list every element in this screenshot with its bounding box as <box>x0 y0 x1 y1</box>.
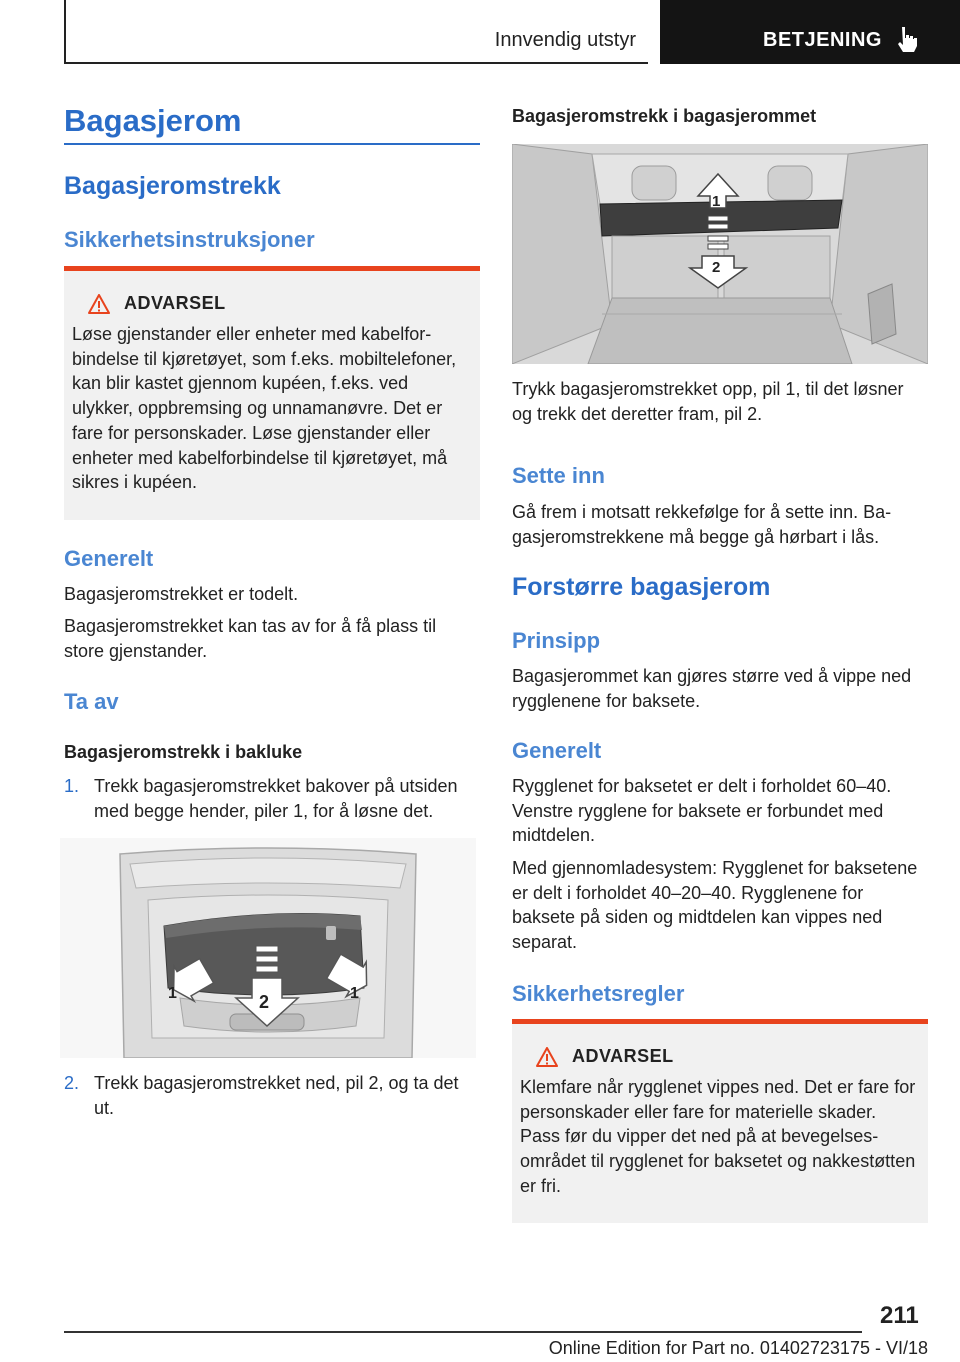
subheading-cargo-cover: Bagasjeromstrekk i bagasjerommet <box>512 106 817 126</box>
warning-label: ADVARSEL <box>572 1046 674 1066</box>
paragraph-general-1: Bagasjeromstrekket er todelt. <box>64 584 299 604</box>
section-heading-principle: Prinsipp <box>512 628 601 653</box>
section-heading-safety-rules: Sikkerhetsregler <box>512 981 685 1006</box>
header-chapter-title: BETJENING <box>763 29 882 51</box>
footer-divider <box>64 1331 862 1333</box>
header-section-box <box>64 0 648 64</box>
arrow-label-2: 2 <box>259 992 270 1012</box>
footer-edition: Online Edition for Part no. 01402723175 - VI/18 <box>548 1338 928 1358</box>
warning-text: Klemfare når rygglenet vippes ned. Det er fare for personskader eller fare for materielle skader. Pass før du vipper det ned på at bevegelsesområdet til rygglenet for baksetet og nakkestøtten er fri. <box>520 1077 916 1196</box>
paragraph-general-right-2: Med gjennomladesystem: Rygglenet for baksetene er delt i forholdet 40–20–40. Rygglenene for baksete på siden og midtdelen kan vippes ned separat. <box>512 858 918 952</box>
list-number: 1. <box>64 776 80 796</box>
list-text: Trekk bagasjeromstrekket bakover på utsiden med begge hender, piler 1, for å løsne det. <box>94 776 458 821</box>
warning-label: ADVARSEL <box>124 293 226 313</box>
warning-triangle-icon <box>88 294 110 314</box>
warning-box <box>512 1019 928 1223</box>
section-heading-general: Generelt <box>64 546 154 571</box>
paragraph-cargo-instruction: Trykk bagasjeromstrekket opp, pil 1, til det løsner og trekk det deretter fram, pil 2. <box>512 379 904 424</box>
subheading-tailgate-cover: Bagasjeromstrekk i bakluke <box>64 742 303 762</box>
warning-triangle-icon <box>536 1047 558 1067</box>
section-heading-remove: Ta av <box>64 689 119 714</box>
list-text: Trekk bagasjeromstrekket ned, pil 2, og ta det ut. <box>94 1073 459 1118</box>
luggage-compartment-illustration <box>512 144 928 364</box>
section-heading-safety: Sikkerhetsinstruksjoner <box>64 227 315 252</box>
list-number: 2. <box>64 1073 80 1093</box>
paragraph-principle: Bagasjerommet kan gjøres større ved å vippe ned rygglenene for baksete. <box>512 666 912 711</box>
page-number: 211 <box>880 1302 919 1329</box>
arrow-label-1: 1 <box>712 193 721 210</box>
header-chapter-box <box>660 0 960 64</box>
arrow-label-2: 2 <box>712 259 721 276</box>
paragraph-general-2: Bagasjeromstrekket kan tas av for å få plass til store gjenstander. <box>64 616 437 661</box>
section-heading-luggage-cover: Bagasjeromstrekk <box>64 172 281 200</box>
list-item <box>64 774 480 823</box>
warning-box <box>64 266 480 520</box>
section-heading-enlarge: Forstørre bagasjerom <box>512 573 771 601</box>
page-title: Bagasjerom <box>64 103 480 145</box>
paragraph-insert: Gå frem i motsatt rekkefølge for å sette inn. Bagasjeromstrekkene må begge gå hørbart i lås. <box>512 502 892 547</box>
arrow-label-1b: 1 <box>350 985 359 1002</box>
section-heading-insert: Sette inn <box>512 463 605 488</box>
list-item <box>64 1071 480 1120</box>
paragraph-general-right-1: Rygglenet for baksetet er delt i forholdet 60–40. Venstre rygglene for baksete er forbundet med midtdelen. <box>512 776 892 846</box>
tailgate-illustration <box>60 838 476 1058</box>
header-section-title: Innvendig utstyr <box>494 29 636 51</box>
section-heading-general-right: Generelt <box>512 738 602 763</box>
arrow-label-1a: 1 <box>168 985 177 1002</box>
warning-text: Løse gjenstander eller enheter med kabelforbindelse til kjøretøyet, som f.eks. mobiltelefoner, kan blir kastet gjennom kupéen, f.eks. ved ulykker, oppbremsing og unnamanøvre. Det er fare for personskader. Løse gjenstander eller enheter med kabelforbindelse til kjøretøyet, må sikres i kupéen. <box>72 324 457 493</box>
hand-pointer-icon <box>896 26 918 52</box>
